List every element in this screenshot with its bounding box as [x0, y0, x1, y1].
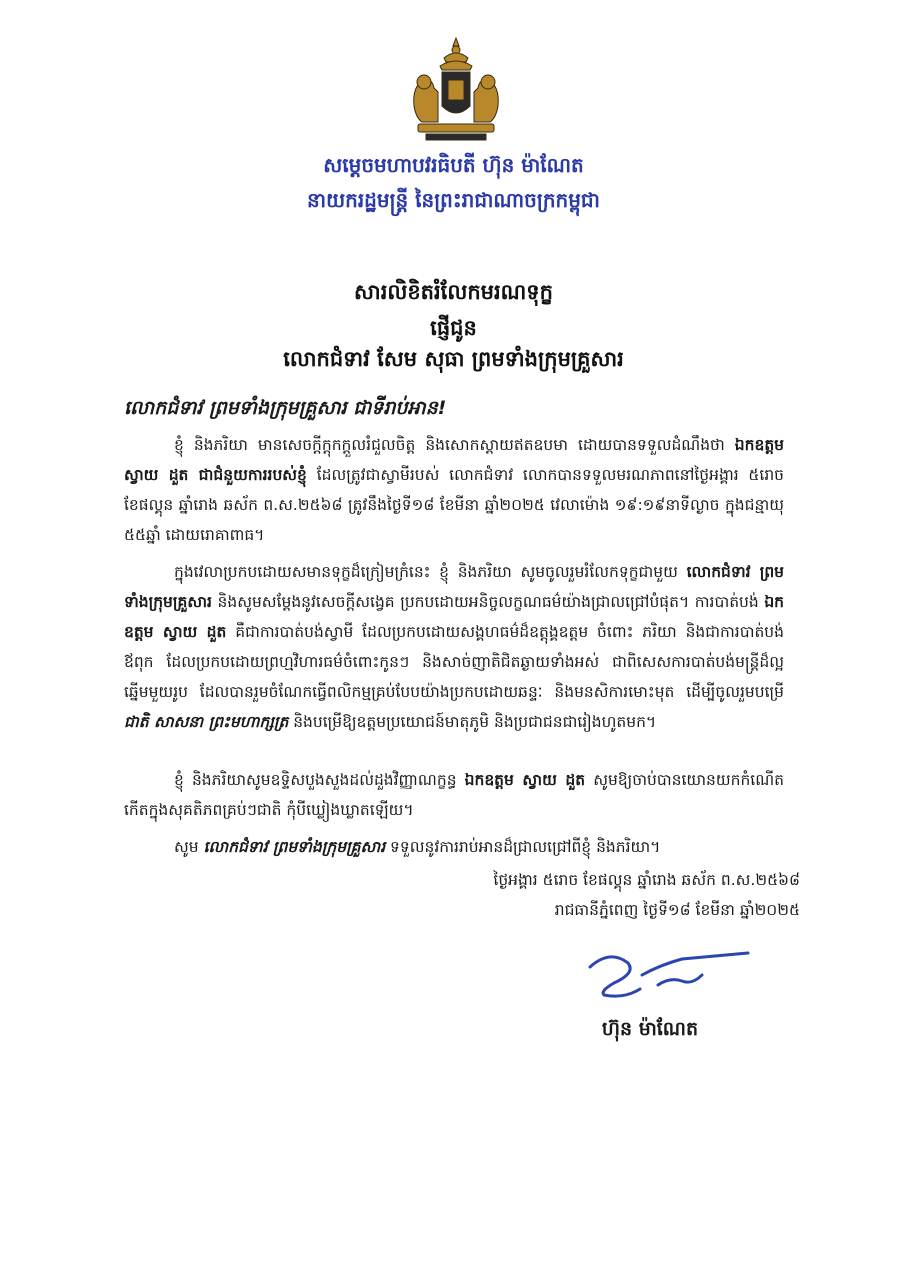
letter-subtitle: ផ្ញើជូន	[430, 316, 477, 340]
royal-coat-of-arms-icon	[404, 36, 508, 144]
paragraph-2: ក្នុងវេលាប្រកបដោយសមានទុក្ខដ៏ក្រៀមក្រំនេះ ខ្ញុំ និងភរិយា សូមចូលរួមរំលែកទុក្ខជាមួយ លោកជំទាវ ព្រមទាំងក្រុមគ្រួសារ និងសូមសម្តែងនូវសេចក្តីសង្វេគ ប្រកបដោយអនិច្ចលក្ខណធម៌យ៉ាងជ្រាលជ្រៅបំផុត។ ការបាត់បង់ ឯកឧត្តម ស្វាយ ដួត គឺជាការបាត់បង់ស្វាមី ដែលប្រកបដោយសង្គហធម៌ដ៏ឧត្តុង្គឧត្តម ចំពោះ ភរិយា និងជាការបាត់បង់ឪពុក ដែលប្រកបដោយព្រហ្មវិហារធម៌ចំពោះកូនៗ និងសាច់ញាតិជិតឆ្ងាយទាំងអស់ ជាពិសេសការបាត់បង់មន្ត្រីដ៏ល្អឆ្នើមមួយរូប ដែលបានរួមចំណែកធ្វើពលិកម្មគ្រប់បែបយ៉ាងប្រកបដោយឆន្ទៈ និងមនសិការមោះមុត ដើម្បីចូលរួមបម្រើ ជាតិ សាសនា ព្រះមហាក្សត្រ និងបម្រើឱ្យឧត្តមប្រយោជន៍មាតុភូមិ និងប្រជាជនជារៀងហូតមក។	[124, 563, 784, 731]
signer-name: ហ៊ុន ម៉ាណែត	[601, 1018, 699, 1040]
sender-name: សម្តេចមហាបវរធិបតី ហ៊ុន ម៉ាណែត	[323, 153, 584, 177]
letter-title: សារលិខិតរំលែកមរណទុក្ខ	[354, 280, 553, 304]
date-solar: រាជធានីភ្នំពេញ ថ្ងៃទី១៨ ខែមីនា ឆ្នាំ២០២៥	[554, 901, 800, 919]
salutation: លោកជំទាវ ព្រមទាំងក្រុមគ្រួសារ ជាទីរាប់អាន!	[124, 397, 447, 419]
handwritten-signature	[570, 945, 755, 1005]
sender-position: នាយករដ្ឋមន្ត្រី នៃព្រះរាជាណាចក្រកម្ពុជា	[307, 188, 600, 212]
paragraph-1: ខ្ញុំ និងភរិយា មានសេចក្តីក្តុកក្តួលរំជួលចិត្ត និងសោកស្តាយឥតឧបមា ដោយបានទទួលដំណឹងថា ឯកឧត្តម ស្វាយ ដួត ជាជំនួយការរបស់ខ្ញុំ ដែលត្រូវជាស្វាមីរបស់ លោកជំទាវ លោកបានទទួលមរណភាពនៅថ្ងៃអង្គារ ៥រោច ខែផល្គុន ឆ្នាំរោង ឆស័ក ព.ស.២៥៦៨ ត្រូវនឹងថ្ងៃទី១៨ ខែមីនា ឆ្នាំ២០២៥ វេលាម៉ោង ១៩:១៩នាទីល្ងាច ក្នុងជន្មាយុ ៥៥ឆ្នាំ ដោយរោគាពាធ។	[124, 436, 784, 544]
paragraph-3: ខ្ញុំ និងភរិយាសូមឧទ្ទិសបួងសួងដល់ដួងវិញ្ញាណក្ខន្ធ ឯកឧត្តម ស្វាយ ដួត សូមឱ្យចាប់បានយោនយកកំណើតកើតក្នុងសុគតិភពគ្រប់ៗជាតិ កុំបីឃ្លៀងឃ្លាតឡើយ។	[124, 771, 784, 819]
letter-recipient: លោកជំទាវ សែម សុធា ព្រមទាំងក្រុមគ្រួសារ	[283, 347, 624, 371]
paragraph-4: សូម លោកជំទាវ ព្រមទាំងក្រុមគ្រួសារ ទទួលនូវការរាប់អានដ៏ជ្រាលជ្រៅពីខ្ញុំ និងភរិយា។	[174, 838, 661, 856]
date-lunar: ថ្ងៃអង្គារ ៥រោច ខែផល្គុន ឆ្នាំរោង ឆស័ក ព.ស.២៥៦៨	[493, 871, 800, 889]
